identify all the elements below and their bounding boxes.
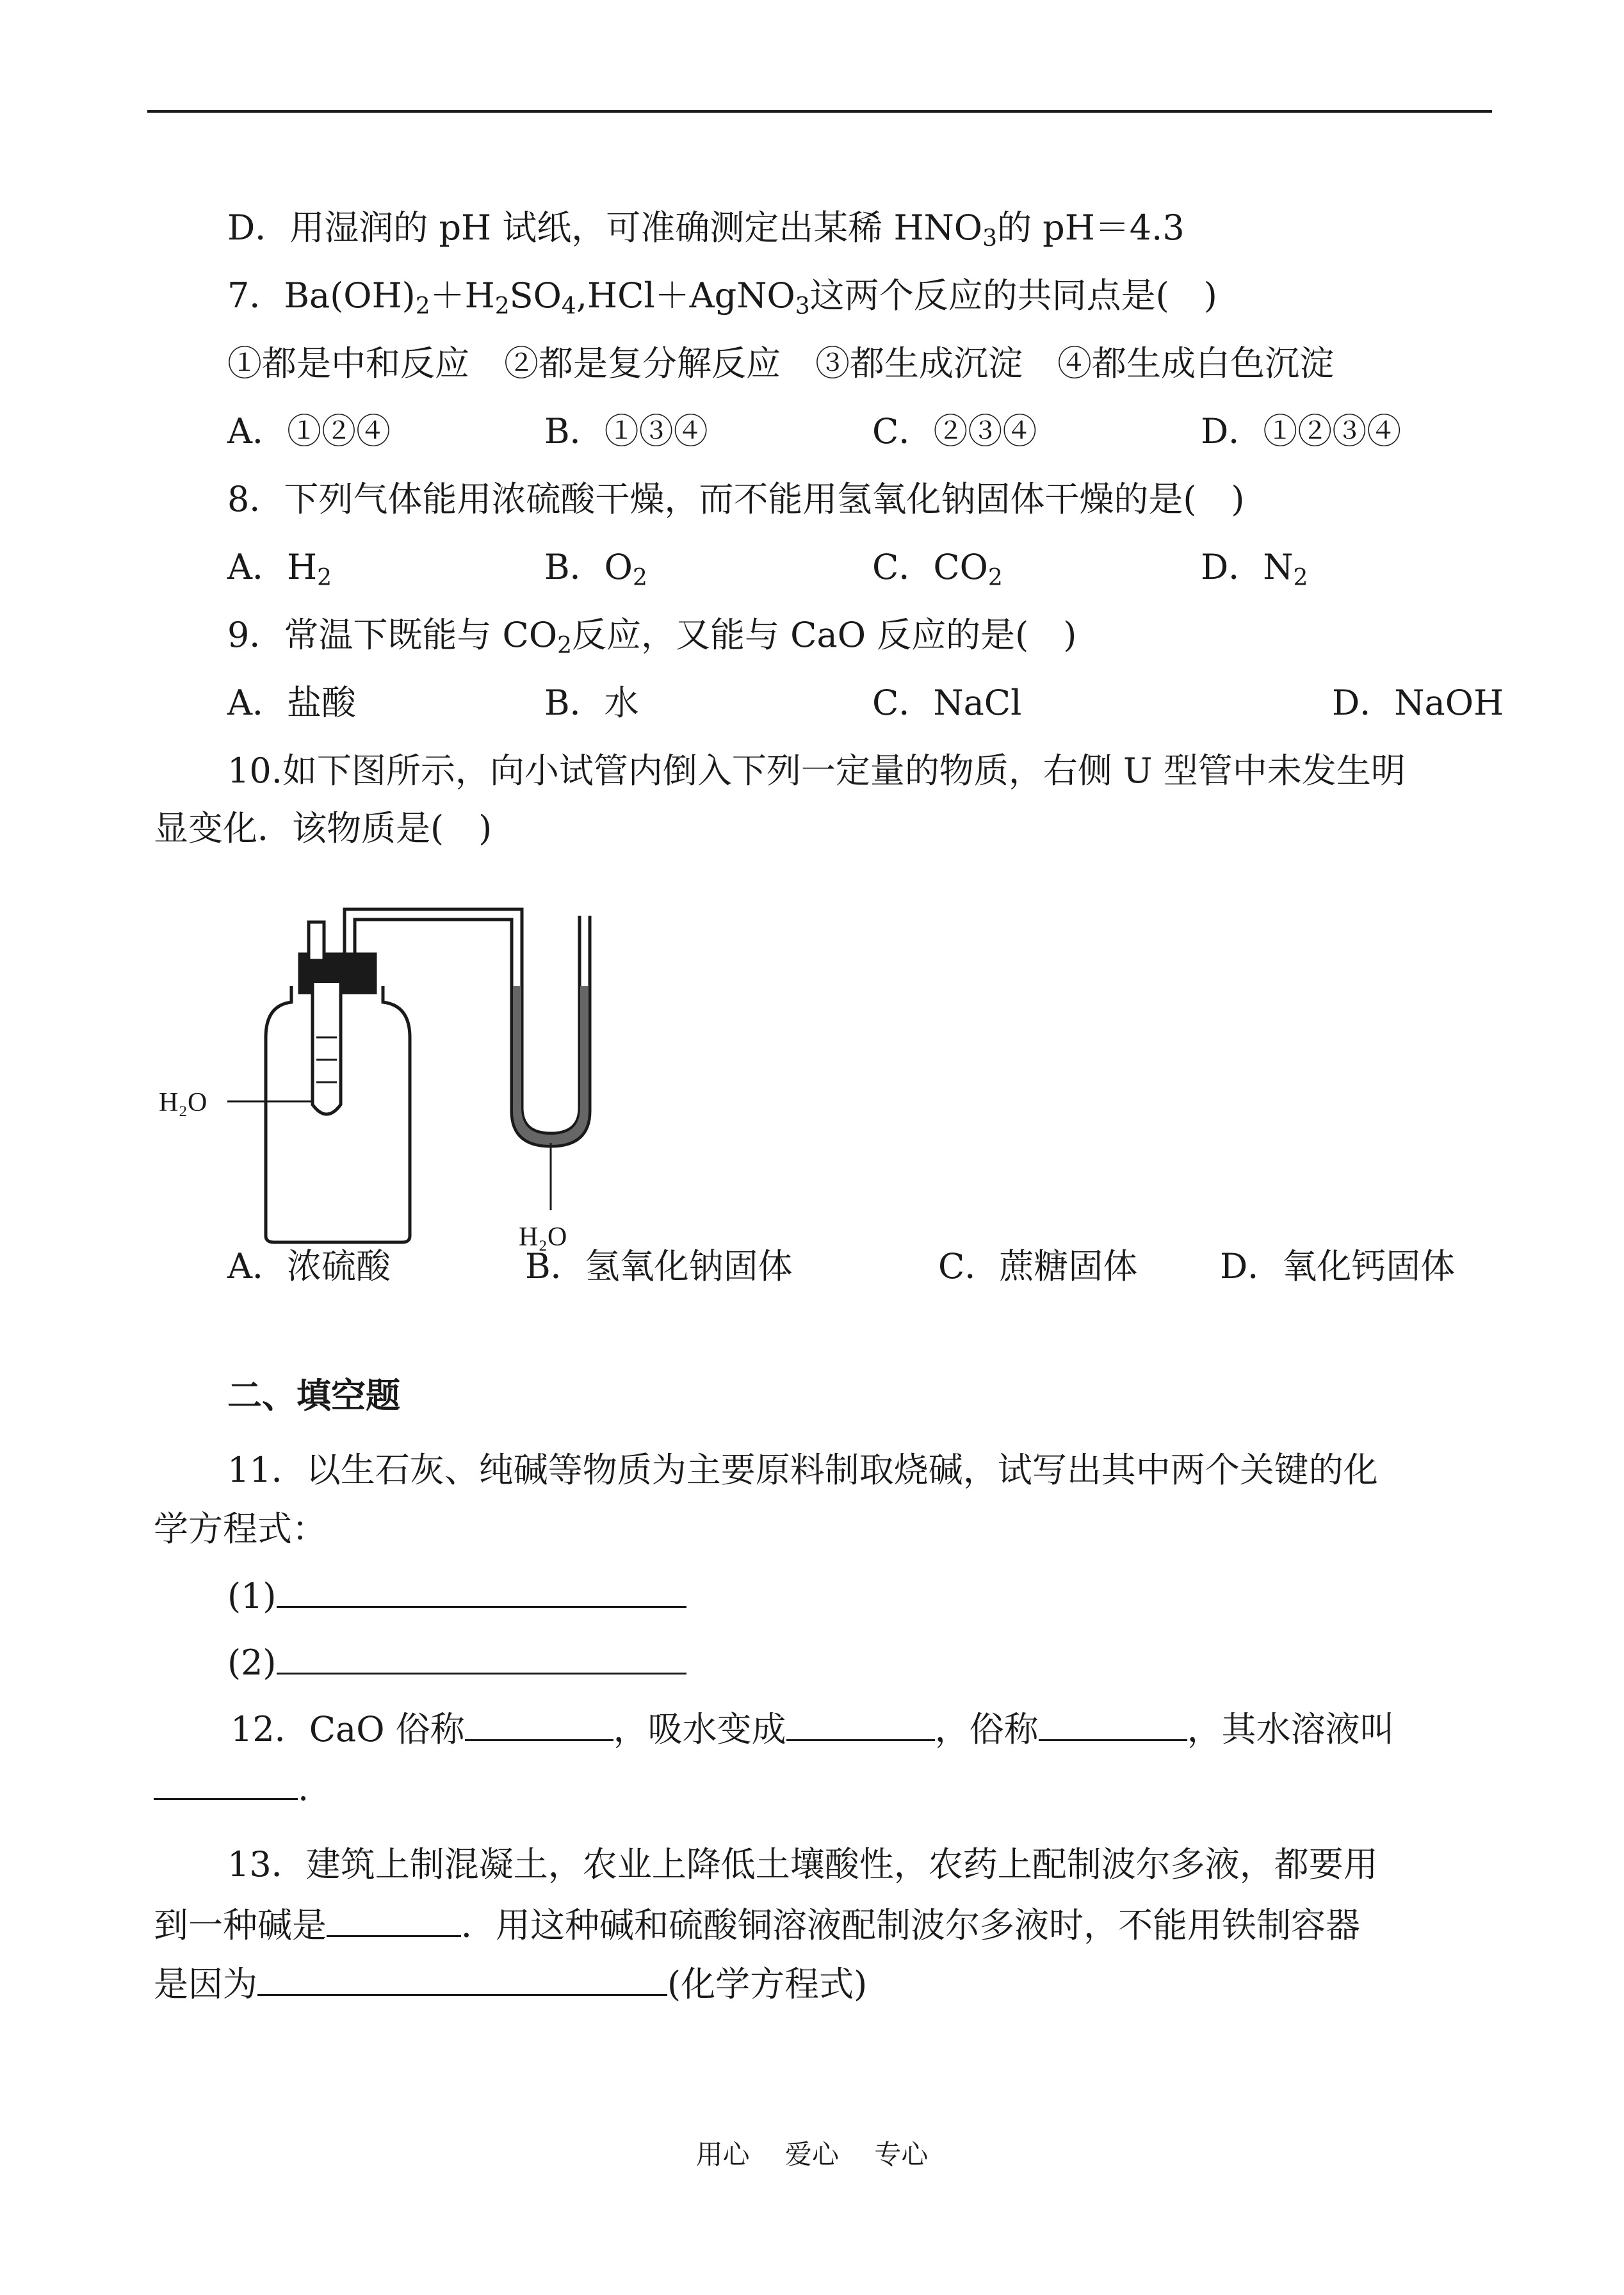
header-rule	[147, 110, 1492, 113]
q8-option-b: B．$O_2$	[544, 547, 647, 591]
answer-blank[interactable]	[786, 1707, 935, 1741]
q11-stem-line1: 11．以生石灰、纯碱等物质为主要原料制取烧碱，试写出其中两个关键的化	[227, 1450, 1378, 1490]
q13-line1: 13．建筑上制混凝土，农业上降低土壤酸性，农药上配制波尔多液，都要用	[227, 1844, 1378, 1885]
answer-blank[interactable]	[257, 1962, 667, 1996]
q9-option-c: C．NaCl	[872, 683, 1022, 723]
apparatus-diagram	[154, 890, 653, 1261]
q8-option-c: C．$CO_2$	[872, 547, 1003, 591]
q6-option-d: D．用湿润的 pH 试纸，可准确测定出某稀 $HNO_3$的 pH＝4.3	[227, 207, 1185, 252]
test-tube	[313, 983, 341, 1114]
q12-line1: 12．CaO 俗称 ，吸水变成 ，俗称 ，其水溶液叫	[231, 1707, 1395, 1750]
label-h2o-right: H₂O	[519, 1222, 567, 1252]
section-title: 二、填空题	[227, 1375, 400, 1416]
answer-blank[interactable]	[1039, 1707, 1187, 1741]
answer-blank[interactable]	[154, 1766, 298, 1800]
q12-line2: .	[154, 1766, 309, 1809]
q7-statements: ①都是中和反应 ②都是复分解反应 ③都生成沉淀 ④都生成白色沉淀	[227, 343, 1334, 384]
q10-option-a: A．浓硫酸	[227, 1246, 391, 1286]
q7-option-d: D．①②③④	[1201, 411, 1402, 451]
q7-option-b: B．①③④	[544, 411, 708, 451]
q8-option-d: D．$N_2$	[1201, 547, 1308, 591]
q11-blank-2: (2)	[227, 1641, 686, 1683]
q10-stem-line1: 10.如下图所示，向小试管内倒入下列一定量的物质，右侧 U 型管中未发生明	[227, 750, 1406, 791]
answer-blank[interactable]	[327, 1903, 461, 1937]
q7-option-c: C．②③④	[872, 411, 1037, 451]
answer-blank[interactable]	[465, 1707, 613, 1741]
q9-option-b: B．水	[544, 683, 639, 723]
q11-stem-line2: 学方程式：	[154, 1509, 327, 1549]
q9-stem: 9．常温下既能与 $CO_2$反应，又能与 CaO 反应的是( )	[227, 615, 1077, 659]
q7-option-a: A．①②④	[227, 411, 391, 451]
q9-option-a: A．盐酸	[227, 683, 356, 723]
q13-line3: 是因为 (化学方程式)	[154, 1962, 867, 2005]
q11-blank-1: (1)	[227, 1574, 686, 1617]
q10-option-d: D．氧化钙固体	[1220, 1246, 1456, 1286]
q10-stem-line2: 显变化．该物质是( )	[154, 808, 492, 848]
answer-blank[interactable]	[277, 1641, 686, 1675]
q10-option-c: C．蔗糖固体	[938, 1246, 1138, 1286]
u-tube	[522, 916, 580, 1133]
answer-blank[interactable]	[277, 1574, 686, 1608]
q10-option-b: B．氢氧化钠固体	[525, 1246, 793, 1286]
page-footer: 用心 爱心 专心	[695, 2139, 929, 2170]
q7-stem: 7．$Ba(OH)_2+H_2SO_4,HCl+AgNO_3$这两个反应的共同点是( )	[227, 275, 1217, 320]
q8-option-a: A．$H_2$	[227, 547, 332, 591]
label-h2o-left: H₂O	[159, 1088, 207, 1117]
short-tube	[309, 922, 324, 961]
q13-line2: 到一种碱是 ．用这种碱和硫酸铜溶液配制波尔多液时，不能用铁制容器	[154, 1903, 1360, 1946]
q9-option-d: D．NaOH	[1332, 683, 1504, 723]
q8-stem: 8．下列气体能用浓硫酸干燥，而不能用氢氧化钠固体干燥的是( )	[227, 479, 1245, 519]
